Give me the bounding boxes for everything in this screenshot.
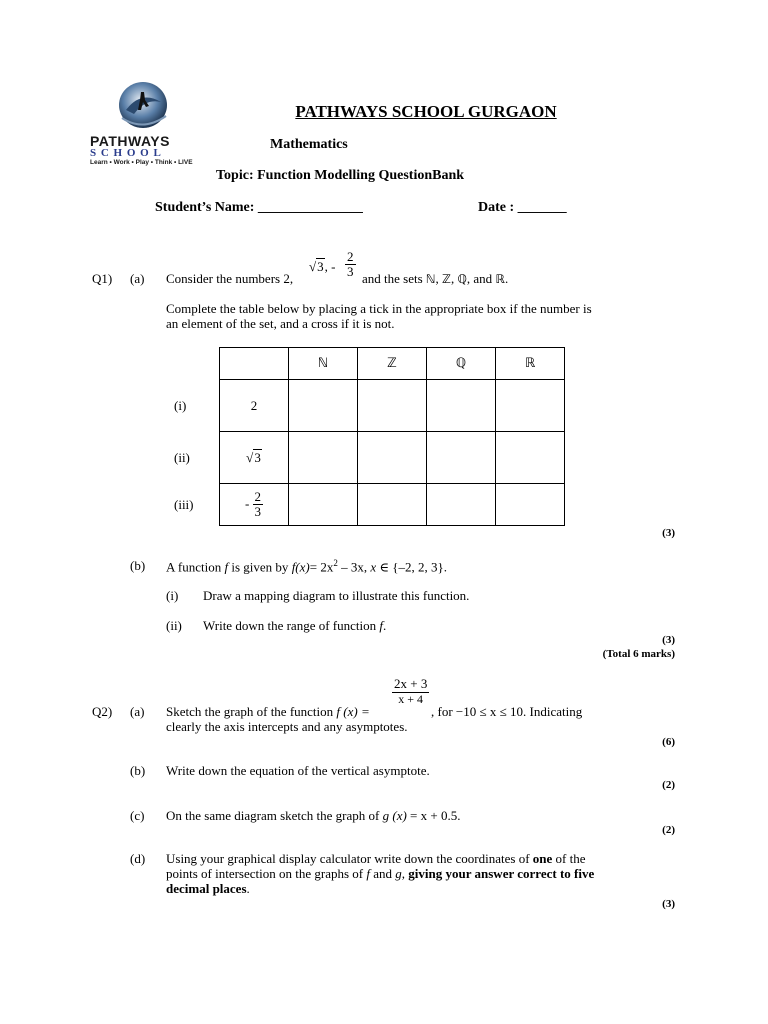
q1b-i-text: Draw a mapping diagram to illustrate this function. xyxy=(203,588,470,603)
table-row xyxy=(220,380,565,432)
table-row xyxy=(220,484,565,526)
row-label-i: (i) xyxy=(174,398,187,413)
q2c-text: On the same diagram sketch the graph of g (x) = x + 0.5. xyxy=(166,808,461,823)
answer-cell[interactable] xyxy=(427,432,496,484)
student-name-field: Student’s Name: _______________ xyxy=(155,200,363,215)
answer-cell[interactable] xyxy=(358,380,427,432)
q2a-label: (a) xyxy=(130,704,145,719)
answer-cell[interactable] xyxy=(496,484,565,526)
q2d-line3: decimal places. xyxy=(166,881,250,896)
logo-tagline: Learn • Work • Play • Think • LIVE xyxy=(90,159,193,166)
logo-wordmark: PATHWAYS xyxy=(90,133,170,149)
school-logo xyxy=(86,80,206,170)
table-header-q: ℚ xyxy=(427,348,496,380)
answer-cell[interactable] xyxy=(289,380,358,432)
q2b-text: Write down the equation of the vertical asymptote. xyxy=(166,763,430,778)
answer-cell[interactable] xyxy=(289,484,358,526)
q2d-marks: (3) xyxy=(662,898,675,910)
q1-total-marks: (Total 6 marks) xyxy=(602,648,675,660)
topic-heading: Topic: Function Modelling QuestionBank xyxy=(216,168,465,183)
q1a-fraction: 2 3 xyxy=(347,249,354,280)
table-header-n: ℕ xyxy=(289,348,358,380)
answer-cell[interactable] xyxy=(496,432,565,484)
q2a-text-line2: clearly the axis intercepts and any asymptotes. xyxy=(166,719,408,734)
q1b-ii-label: (ii) xyxy=(166,618,182,633)
q1a-instruction-line1: Complete the table below by placing a tick in the appropriate box if the number is xyxy=(166,301,592,316)
q2b-label: (b) xyxy=(130,763,146,778)
q2d-line1: Using your graphical display calculator write down the coordinates of one of the xyxy=(166,851,586,866)
answer-cell[interactable] xyxy=(358,432,427,484)
q2-number: Q2) xyxy=(92,704,113,719)
answer-cell[interactable] xyxy=(427,484,496,526)
q1b-text: A function f is given by $f(x)= 2x^2 - 3x$, x ∈ {–2, 2, 3}. xyxy=(166,558,447,575)
q1b-label: (b) xyxy=(130,558,146,573)
q1b-ii-text: Write down the range of function f. xyxy=(203,618,387,633)
q1b-i-label: (i) xyxy=(166,588,179,603)
answer-cell[interactable] xyxy=(289,432,358,484)
row-label-iii: (iii) xyxy=(174,497,194,512)
q2c-marks: (2) xyxy=(662,824,675,836)
number-sets-table xyxy=(219,347,565,526)
q1a-instruction-line2: an element of the set, and a cross if it is not. xyxy=(166,316,395,331)
table-row xyxy=(220,432,565,484)
q2a-fraction: 2x + 3 x + 4 xyxy=(394,676,428,706)
q1a-label: (a) xyxy=(130,271,145,286)
q1a-intro xyxy=(166,271,293,287)
q1a-sets: and the sets ℕ, ℤ, ℚ, and ℝ. xyxy=(362,271,509,286)
table-header-corner xyxy=(220,348,289,380)
answer-cell[interactable] xyxy=(496,380,565,432)
subject-heading: Mathematics xyxy=(270,137,348,152)
answer-cell[interactable] xyxy=(427,380,496,432)
row-label-ii: (ii) xyxy=(174,450,190,465)
q1b-marks: (3) xyxy=(662,634,675,646)
table-row-value: - $\frac{2}{3}$ xyxy=(220,484,289,526)
q2d-line2: points of intersection on the graphs of f and g, giving your answer correct to five xyxy=(166,866,595,881)
table-header-row xyxy=(220,348,565,380)
table-header-z: ℤ xyxy=(358,348,427,380)
logo-school-word: S C H O O L xyxy=(90,147,162,159)
q2a-marks: (6) xyxy=(662,736,675,748)
table-row-value: √3 xyxy=(220,432,289,484)
q1-number: Q1) xyxy=(92,271,113,286)
q2b-marks: (2) xyxy=(662,779,675,791)
table-header-r: ℝ xyxy=(496,348,565,380)
date-field: Date : _______ xyxy=(478,200,567,215)
q1a-marks: (3) xyxy=(662,527,675,539)
q2c-label: (c) xyxy=(130,808,145,823)
school-title: PATHWAYS SCHOOL GURGAON xyxy=(295,102,557,121)
q1a-intro-prefix: Consider the numbers 2, xyxy=(166,271,294,286)
q2a-text: Sketch the graph of the function f (x) = xyxy=(166,704,370,719)
q2d-label: (d) xyxy=(130,851,146,866)
answer-cell[interactable] xyxy=(358,484,427,526)
table-row-value: 2 xyxy=(220,380,289,432)
q1a-sqrt3: √3, - xyxy=(309,259,336,274)
q2a-domain: , for −10 ≤ x ≤ 10. Indicating xyxy=(431,704,583,719)
